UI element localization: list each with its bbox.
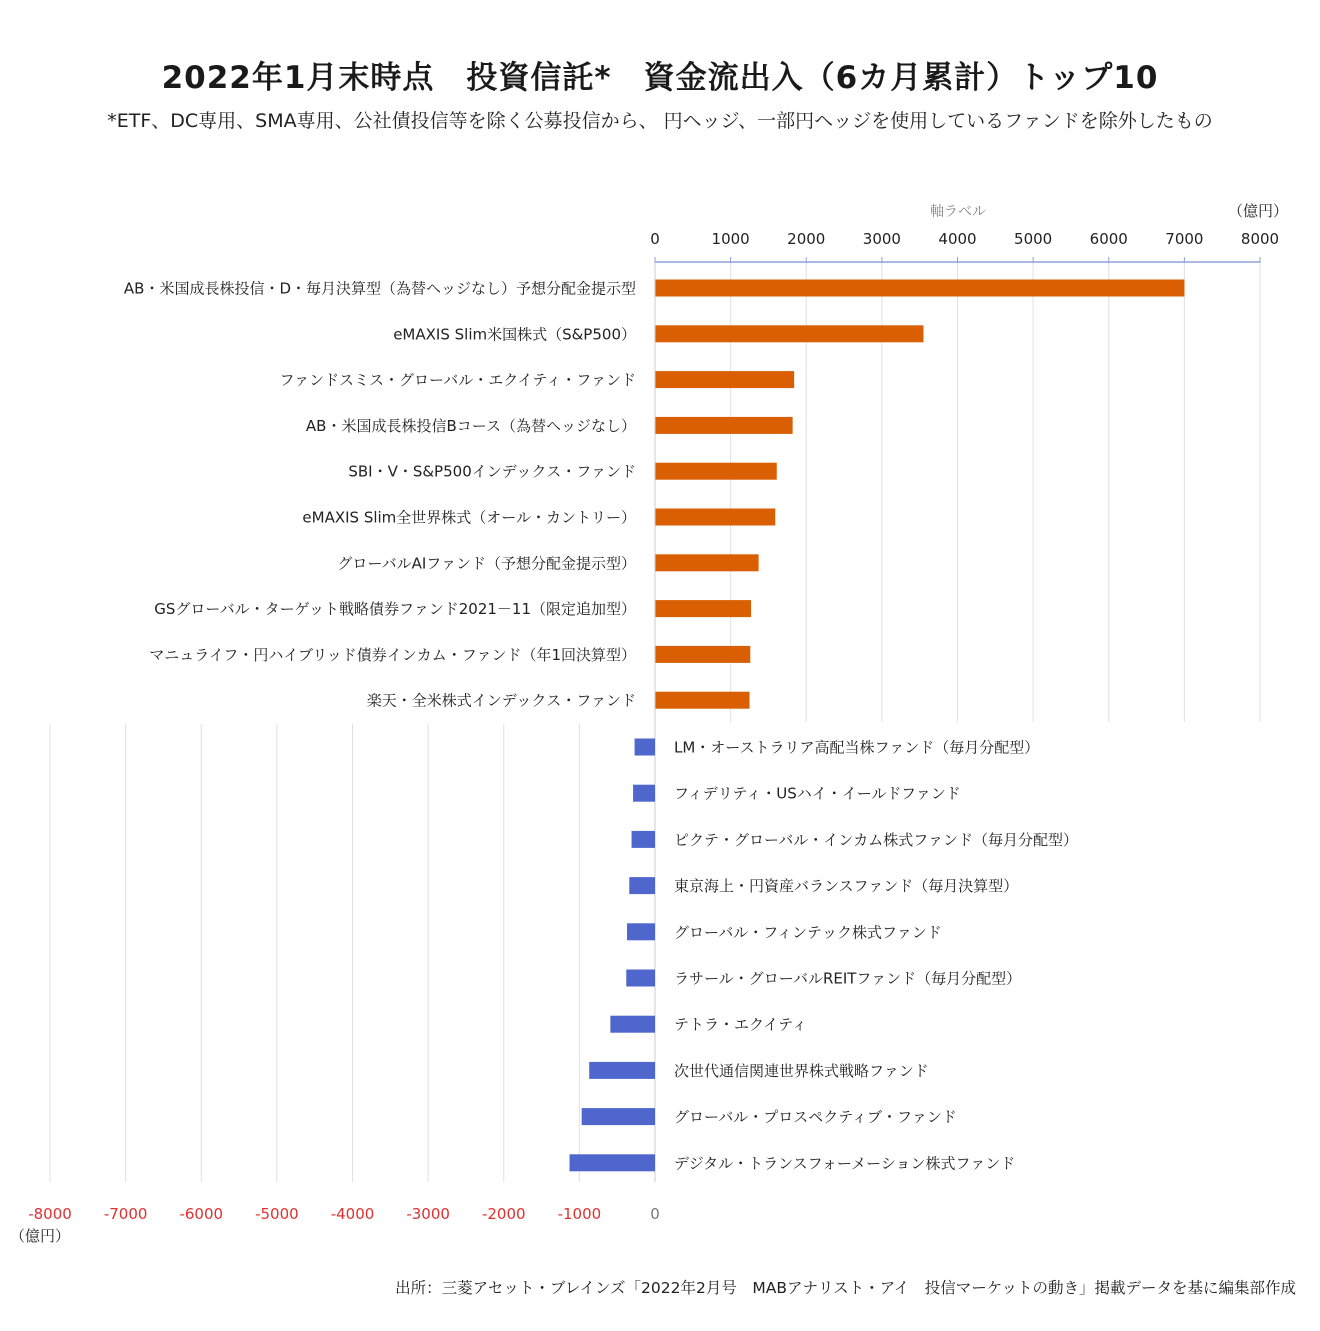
- chart-title: 2022年1月末時点 投資信託* 資金流出入（6カ月累計）トップ10: [161, 60, 1159, 96]
- x-tick-label-top: 2000: [787, 230, 826, 248]
- inflow-bar: [655, 280, 1184, 297]
- inflow-category-label: AB・米国成長株投信Bコース（為替ヘッジなし）: [305, 416, 636, 435]
- x-tick-label-top: 8000: [1240, 230, 1280, 248]
- outflow-bar: [632, 831, 655, 848]
- x-tick-label-bottom: -6000: [179, 1205, 224, 1223]
- outflow-bar: [589, 1062, 655, 1079]
- inflow-category-label: AB・米国成長株投信・D・毎月決算型（為替ヘッジなし）予想分配金提示型: [123, 279, 636, 298]
- x-tick-label-bottom: -2000: [481, 1205, 526, 1223]
- outflow-category-label: デジタル・トランスフォーメーション株式ファンド: [674, 1154, 1016, 1173]
- inflow-bar: [655, 554, 759, 571]
- inflow-category-label: GSグローバル・ターゲット戦略債券ファンド2021－11（限定追加型）: [154, 600, 636, 619]
- inflow-category-label: ファンドスミス・グローバル・エクイティ・ファンド: [279, 371, 636, 390]
- unit-label-bottom: （億円）: [9, 1227, 71, 1245]
- inflow-category-label: SBI・V・S&P500インデックス・ファンド: [348, 462, 636, 481]
- x-tick-label-top: 7000: [1165, 230, 1204, 248]
- x-tick-label-bottom: -1000: [557, 1205, 602, 1223]
- x-tick-label-top: 6000: [1089, 230, 1128, 248]
- x-tick-label-bottom: -4000: [330, 1205, 375, 1223]
- outflow-bar: [627, 923, 655, 940]
- outflow-category-label: 次世代通信関連世界株式戦略ファンド: [674, 1061, 929, 1080]
- outflow-bar: [635, 739, 655, 756]
- inflow-bar: [655, 646, 750, 663]
- inflow-bar: [655, 417, 793, 434]
- outflow-category-label: 東京海上・円資産バランスファンド（毎月決算型）: [674, 877, 1019, 896]
- outflow-category-label: グローバル・フィンテック株式ファンド: [674, 923, 942, 942]
- inflow-category-label: 楽天・全米株式インデックス・ファンド: [366, 691, 636, 710]
- outflow-category-label: フィデリティ・USハイ・イールドファンド: [674, 784, 961, 803]
- outflow-bar: [582, 1108, 655, 1125]
- x-tick-label-bottom: -5000: [255, 1205, 299, 1223]
- inflow-bar: [655, 509, 775, 526]
- x-tick-label-bottom: -3000: [406, 1205, 450, 1223]
- outflow-bar: [570, 1154, 655, 1171]
- inflow-bar: [655, 692, 750, 709]
- x-tick-label-top: 5000: [1014, 230, 1053, 248]
- x-tick-label-top: 1000: [711, 230, 750, 248]
- inflow-bar: [655, 371, 794, 388]
- x-tick-label-top: 3000: [862, 230, 901, 248]
- source-note: 出所：三菱アセット・ブレインズ「2022年2月号 MABアナリスト・アイ 投信マーケットの動き」掲載データを基に編集部作成: [395, 1279, 1296, 1297]
- axis-title: 軸ラベル: [930, 204, 986, 220]
- outflow-bar: [633, 785, 655, 802]
- outflow-bar: [629, 877, 655, 894]
- outflow-category-label: グローバル・プロスペクティブ・ファンド: [674, 1108, 957, 1127]
- outflow-bar: [626, 970, 655, 987]
- inflow-bar: [655, 463, 777, 480]
- outflow-category-label: LM・オーストラリア高配当株ファンド（毎月分配型）: [674, 738, 1040, 757]
- x-tick-label-top: 0: [650, 230, 660, 248]
- chart-subtitle: *ETF、DC専用、SMA専用、公社債投信等を除く公募投信から、 円ヘッジ、一部円ヘッジを使用しているファンドを除外したもの: [107, 110, 1213, 132]
- inflow-category-label: マニュライフ・円ハイブリッド債券インカム・ファンド（年1回決算型）: [149, 645, 636, 664]
- unit-label-top: （億円）: [1227, 202, 1289, 220]
- x-tick-label-bottom: -8000: [28, 1205, 72, 1223]
- inflow-category-label: eMAXIS Slim米国株式（S&P500）: [393, 325, 636, 344]
- inflow-category-label: eMAXIS Slim全世界株式（オール・カントリー）: [302, 508, 636, 527]
- inflow-bar: [655, 325, 923, 342]
- x-tick-label-bottom: 0: [650, 1205, 660, 1223]
- inflow-bar: [655, 600, 751, 617]
- outflow-category-label: テトラ・エクイティ: [674, 1015, 808, 1034]
- inflow-category-label: グローバルAIファンド（予想分配金提示型）: [337, 554, 636, 573]
- outflow-category-label: ピクテ・グローバル・インカム株式ファンド（毎月分配型）: [674, 830, 1078, 849]
- x-tick-label-top: 4000: [938, 230, 977, 248]
- outflow-category-label: ラサール・グローバルREITファンド（毎月分配型）: [674, 969, 1022, 988]
- outflow-bar: [610, 1016, 655, 1033]
- x-tick-label-bottom: -7000: [103, 1205, 148, 1223]
